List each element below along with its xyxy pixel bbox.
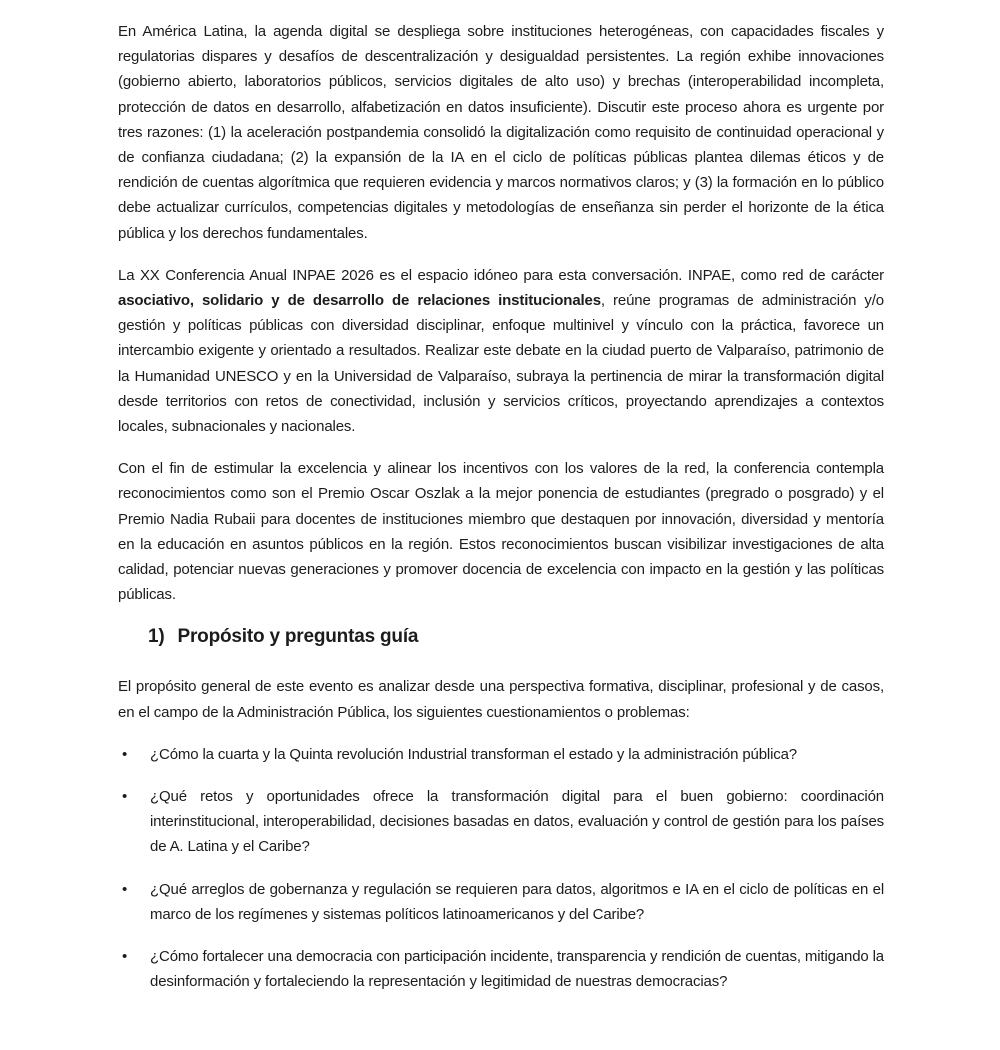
question-list: [118, 742, 884, 995]
section-heading-title: Propósito y preguntas guía: [177, 626, 419, 648]
bullet-icon: •: [122, 948, 128, 966]
paragraph-awards: Con el fin de estimular la excelencia y alinear los incentivos con los valores de la red, la conferencia contempla reconocimientos como son el Premio Oscar Oszlak a la mejor ponencia de estudiantes (pregrado o posgrado) y el Premio Nadia Rubaii para docentes de instituciones miembro que destaquen por innovación, diversidad y mentoría en la educación en asuntos públicos en la región. Estos reconocimientos buscan visibilizar investigaciones de alta calidad, potenciar nuevas generaciones y promover docencia de excelencia con impacto en la gestión y las políticas públicas.: [118, 460, 884, 604]
bullet-icon: •: [122, 880, 128, 898]
bold-phrase: asociativo, solidario y de desarrollo de relaciones institucionales: [118, 292, 601, 310]
list-item-text: ¿Cómo la cuarta y la Quinta revolución Industrial transforman el estado y la administración pública?: [150, 745, 797, 763]
list-item-text: ¿Qué retos y oportunidades ofrece la transformación digital para el buen gobierno: coordinación interinstitucional, interoperabilidad, decisiones basadas en datos, evaluación y control de gestión para los países de A. Latina y el Caribe?: [150, 788, 884, 856]
paragraph-conference-rest: , reúne programas de administración y/o gestión y políticas públicas con diversidad disciplinar, enfoque multinivel y vínculo con la práctica, favorece un intercambio exigente y orientado a resultados. Realizar este debate en la ciudad puerto de Valparaíso, patrimonio de la Humanidad UNESCO y en la Universidad de Valparaíso, subraya la pertinencia de mirar la transformación digital desde territorios con retos de conectividad, inclusión y servicios críticos, proyectando aprendizajes a contextos locales, subnacionales y nacionales.: [118, 292, 884, 436]
paragraph-purpose-intro: El propósito general de este evento es analizar desde una perspectiva formativa, disciplinar, profesional y de casos, en el campo de la Administración Pública, los siguientes cuestionamientos o problemas:: [118, 678, 884, 721]
paragraph-conference: [118, 263, 884, 439]
bullet-icon: •: [122, 745, 128, 763]
list-item-text: ¿Qué arreglos de gobernanza y regulación se requieren para datos, algoritmos e IA en el ciclo de políticas en el marco de los regímenes y sistemas políticos latinoamericanos y del Caribe?: [150, 880, 884, 923]
paragraph-conference-lead: La XX Conferencia Anual INPAE 2026 es el espacio idóneo para esta conversación. INPAE, como red de carácter: [118, 266, 884, 284]
list-item: [118, 742, 884, 767]
list-item: [118, 944, 884, 994]
paragraph-context: En América Latina, la agenda digital se despliega sobre instituciones heterogéneas, con capacidades fiscales y regulatorias dispares y desafíos de descentralización y desigualdad persistentes. La región exhibe innovaciones (gobierno abierto, laboratorios públicos, servicios digitales de alto uso) y brechas (interoperabilidad incompleta, protección de datos en desarrollo, alfabetización en datos insuficiente). Discutir este proceso ahora es urgente por tres razones: (1) la aceleración postpandemia consolidó la digitalización como requisito de continuidad operacional y de confianza ciudadana; (2) la expansión de la IA en el ciclo de políticas públicas plantea dilemas éticos y de rendición de cuentas algorítmica que requieren evidencia y marcos normativos claros; y (3) la formación en lo público debe actualizar currículos, competencias digitales y metodologías de enseñanza sin perder el horizonte de la ética pública y los derechos fundamentales.: [118, 23, 884, 242]
section-heading-number: 1): [148, 626, 165, 648]
list-item-text: ¿Cómo fortalecer una democracia con participación incidente, transparencia y rendición de cuentas, mitigando la desinformación y fortaleciendo la representación y legitimidad de nuestras democracias?: [150, 948, 884, 991]
list-item: [118, 784, 884, 860]
bullet-icon: •: [122, 788, 128, 806]
section-heading: [148, 624, 884, 650]
list-item: [118, 877, 884, 927]
